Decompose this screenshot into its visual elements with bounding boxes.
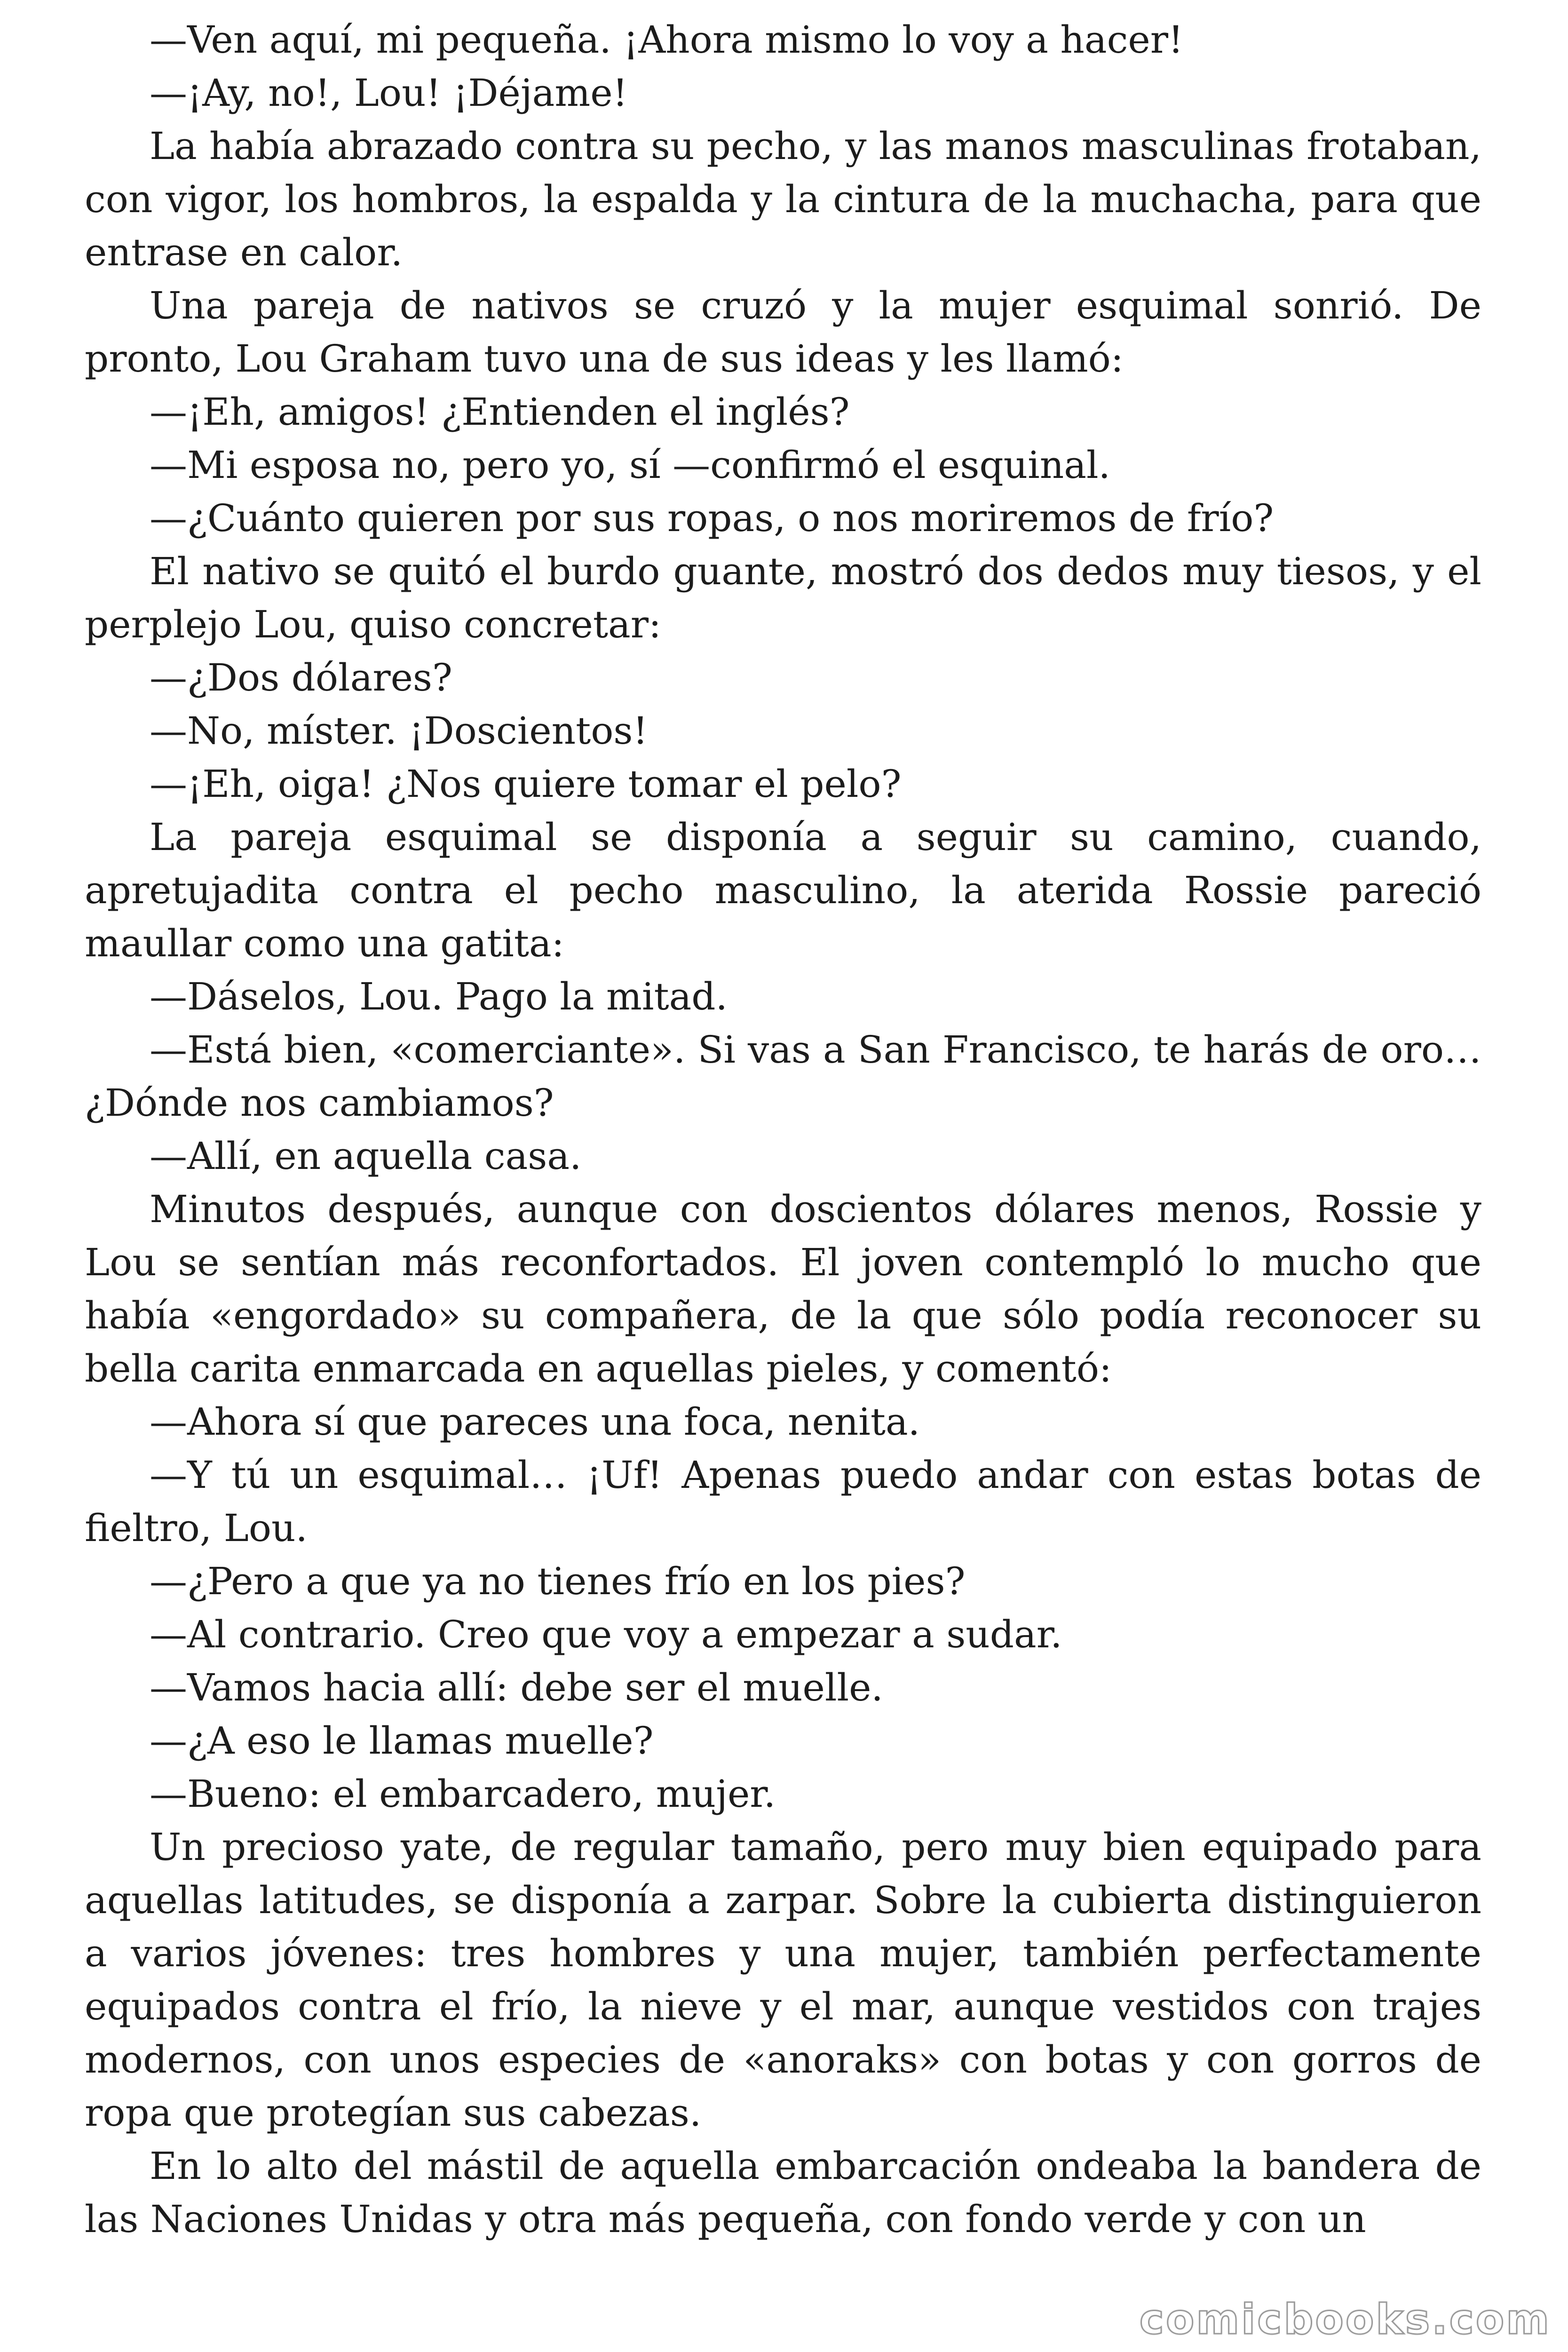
paragraph: —Al contrario. Creo que voy a empezar a sudar. <box>150 1613 1062 1656</box>
paragraph: —No, míster. ¡Doscientos! <box>150 709 648 753</box>
paragraph: —¿Dos dólares? <box>150 656 452 699</box>
paragraph: Minutos después, aunque con doscientos dólares menos, Rossie y Lou se sentían más reconfortados. El joven contempló lo mucho que había «engordado» su compañera, de la que sólo podía reconocer su bella carita enmarcada en aquellas pieles, y comentó: <box>85 1187 1481 1391</box>
paragraph: La pareja esquimal se disponía a seguir su camino, cuando, apretujadita contra el pecho masculino, la aterida Rossie pareció maullar como una gatita: <box>85 815 1481 965</box>
paragraph: En lo alto del mástil de aquella embarcación ondeaba la bandera de las Naciones Unidas y otra más pequeña, con fondo verde y con un <box>85 2144 1481 2241</box>
paragraph: La había abrazado contra su pecho, y las manos masculinas frotaban, con vigor, los hombros, la espalda y la cintura de la muchacha, para que entrase en calor. <box>85 124 1481 274</box>
paragraph: —¡Eh, amigos! ¿Entienden el inglés? <box>150 390 850 434</box>
paragraph: —¡Eh, oiga! ¿Nos quiere tomar el pelo? <box>150 762 902 806</box>
paragraph: Una pareja de nativos se cruzó y la mujer esquimal sonrió. De pronto, Lou Graham tuvo una de sus ideas y les llamó: <box>85 284 1481 381</box>
paragraph: El nativo se quitó el burdo guante, mostró dos dedos muy tiesos, y el perplejo Lou, quiso concretar: <box>85 549 1481 646</box>
paragraph: —Ahora sí que pareces una foca, nenita. <box>150 1400 920 1444</box>
paragraph: —Dáselos, Lou. Pago la mitad. <box>150 975 728 1018</box>
body-text <box>85 13 1481 2246</box>
paragraph: —¿Cuánto quieren por sus ropas, o nos moriremos de frío? <box>150 496 1274 540</box>
paragraph: —¿A eso le llamas muelle? <box>150 1719 654 1763</box>
paragraph: Un precioso yate, de regular tamaño, pero muy bien equipado para aquellas latitudes, se disponía a zarpar. Sobre la cubierta distinguieron a varios jóvenes: tres hombres y una mujer, también perfectamente equipados contra el frío, la nieve y el mar, aunque vestidos con trajes modernos, con unos especies de «anoraks» con botas y con gorros de ropa que protegían sus cabezas. <box>85 1825 1481 2135</box>
paragraph: —¡Ay, no!, Lou! ¡Déjame! <box>150 71 628 115</box>
paragraph: —Allí, en aquella casa. <box>150 1134 582 1178</box>
paragraph: —Vamos hacia allí: debe ser el muelle. <box>150 1666 883 1709</box>
paragraph: —Mi esposa no, pero yo, sí —confirmó el esquinal. <box>150 443 1110 487</box>
watermark: comicbooks.com <box>1139 2295 1551 2344</box>
paragraph: —Bueno: el embarcadero, mujer. <box>150 1772 776 1816</box>
paragraph: —Ven aquí, mi pequeña. ¡Ahora mismo lo voy a hacer! <box>150 18 1184 62</box>
paragraph: —¿Pero a que ya no tienes frío en los pies? <box>150 1559 966 1603</box>
paragraph: —Y tú un esquimal… ¡Uf! Apenas puedo andar con estas botas de fieltro, Lou. <box>85 1453 1481 1550</box>
paragraph: —Está bien, «comerciante». Si vas a San Francisco, te harás de oro… ¿Dónde nos cambiamos? <box>85 1028 1481 1125</box>
